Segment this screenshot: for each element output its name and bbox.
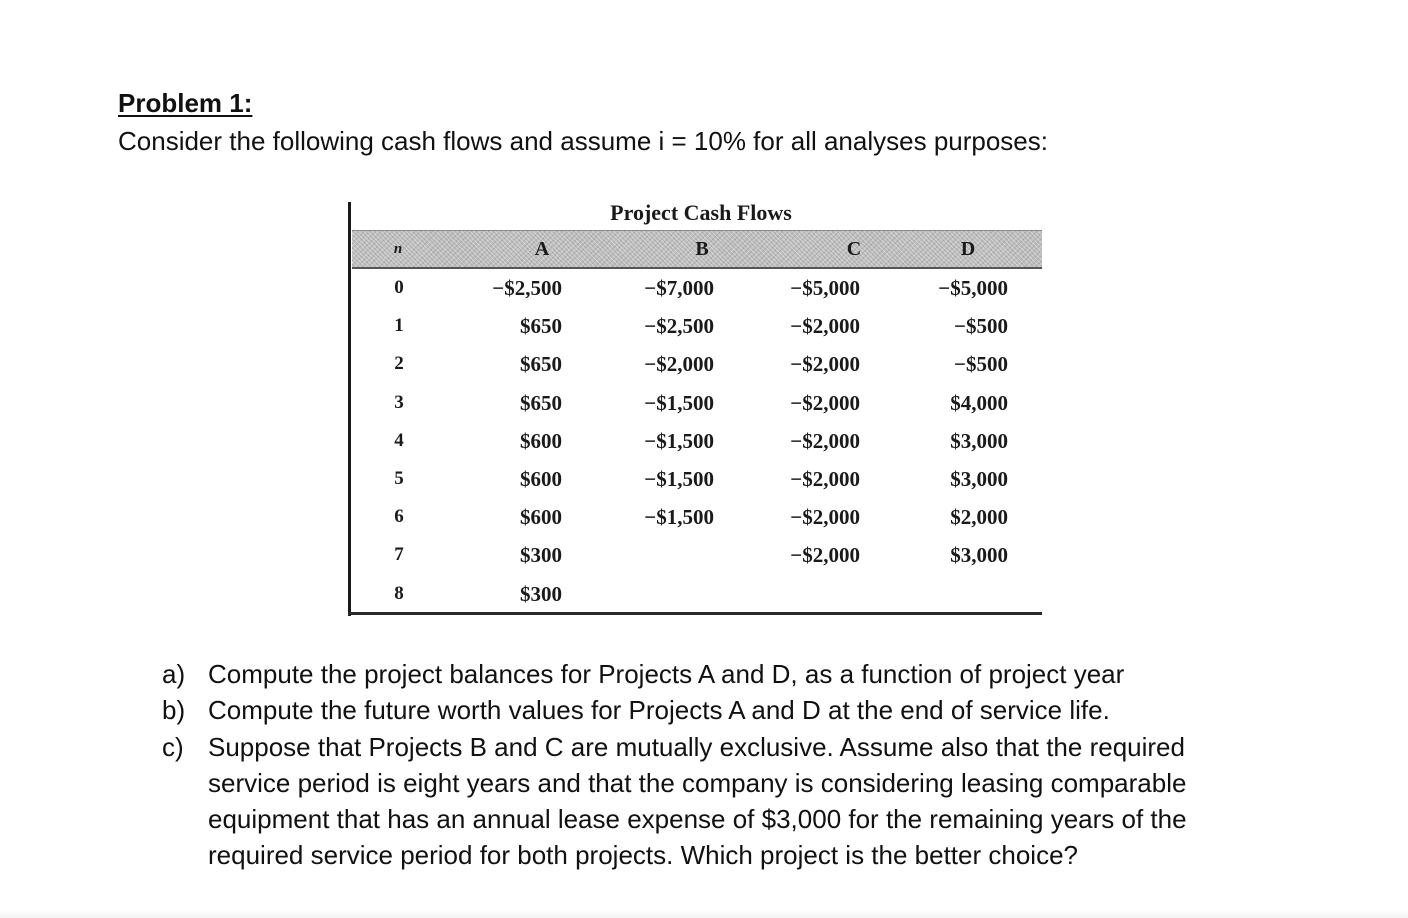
table-cell-c-2: −$2,000 [790,352,860,377]
table-cell-a-0: −$2,500 [492,276,562,300]
table-cell-c-0: −$5,000 [790,276,860,300]
table-cell-b-5: −$1,500 [644,467,714,491]
header-n: n [393,241,403,257]
table-cell-n-7: 7 [394,544,404,566]
table-cell-a-3: $650 [520,390,562,415]
table-cell-c-4: −$2,000 [790,428,860,453]
table-cell-a-5: $600 [520,467,562,491]
table-cell-d-0: −$5,000 [938,276,1008,300]
table-cell-a-6: $600 [520,505,562,530]
table-cell-c-6: −$2,000 [790,505,860,530]
table-cell-b-3: −$1,500 [644,390,714,415]
table-left-rule [348,202,351,616]
table-cell-n-1: 1 [394,315,404,337]
question-text: Compute the project balances for Projects A and D, as a function of project year [208,659,1125,689]
table-cell-b-6: −$1,500 [644,505,714,530]
table-cell-b-2: −$2,000 [644,352,714,377]
cash-flow-table [348,200,1044,618]
table-cell-a-4: $600 [520,428,562,453]
question-text: Suppose that Projects B and C are mutually exclusive. Assume also that the required service period is eight years and that the company is considering leasing comparable equipment that has an annual lease expense of $3,000 for the remaining years of the required service period for both projects. Which project is the better choice? [208,732,1187,870]
table-bottom-rule [348,612,1042,615]
table-cell-c-3: −$2,000 [790,390,860,415]
question-marker: a) [162,659,186,689]
table-cell-b-1: −$2,500 [644,314,714,339]
table-cell-d-5: $3,000 [950,467,1008,491]
table-cell-b-4: −$1,500 [644,428,714,453]
problem-intro: Consider the following cash flows and assume i = 10% for all analyses purposes: [118,126,1048,156]
header-b: B [695,238,709,260]
table-caption: Project Cash Flows [610,200,792,225]
table-cell-d-4: $3,000 [950,428,1008,453]
table-cell-a-1: $650 [520,314,562,339]
table-cell-d-7: $3,000 [950,543,1008,568]
table-cell-d-3: $4,000 [950,390,1008,415]
table-cell-d-1: −$500 [954,314,1008,339]
table-cell-c-5: −$2,000 [790,467,860,491]
table-cell-n-5: 5 [394,468,404,489]
table-cell-d-6: $2,000 [950,505,1008,530]
table-cell-a-2: $650 [520,352,562,377]
table-cell-c-1: −$2,000 [790,314,860,339]
table-cell-a-8: $300 [520,581,562,606]
table-cell-n-3: 3 [394,391,404,413]
problem-title: Problem 1: [118,88,253,118]
header-d: D [960,238,976,260]
table-cell-d-2: −$500 [954,352,1008,377]
question-marker: c) [162,732,184,762]
table-cell-n-2: 2 [394,353,404,375]
page-bottom-edge [0,910,1408,918]
header-a: A [534,238,550,260]
question-text: Compute the future worth values for Projects A and D at the end of service life. [208,695,1110,725]
table-cell-c-7: −$2,000 [790,543,860,568]
table-cell-a-7: $300 [520,543,562,568]
table-cell-n-0: 0 [394,277,404,298]
header-c: C [846,238,862,260]
question-marker: b) [162,695,186,725]
table-cell-n-6: 6 [394,506,404,528]
table-cell-b-0: −$7,000 [644,276,714,300]
table-cell-n-8: 8 [394,582,404,604]
table-cell-n-4: 4 [394,429,404,451]
